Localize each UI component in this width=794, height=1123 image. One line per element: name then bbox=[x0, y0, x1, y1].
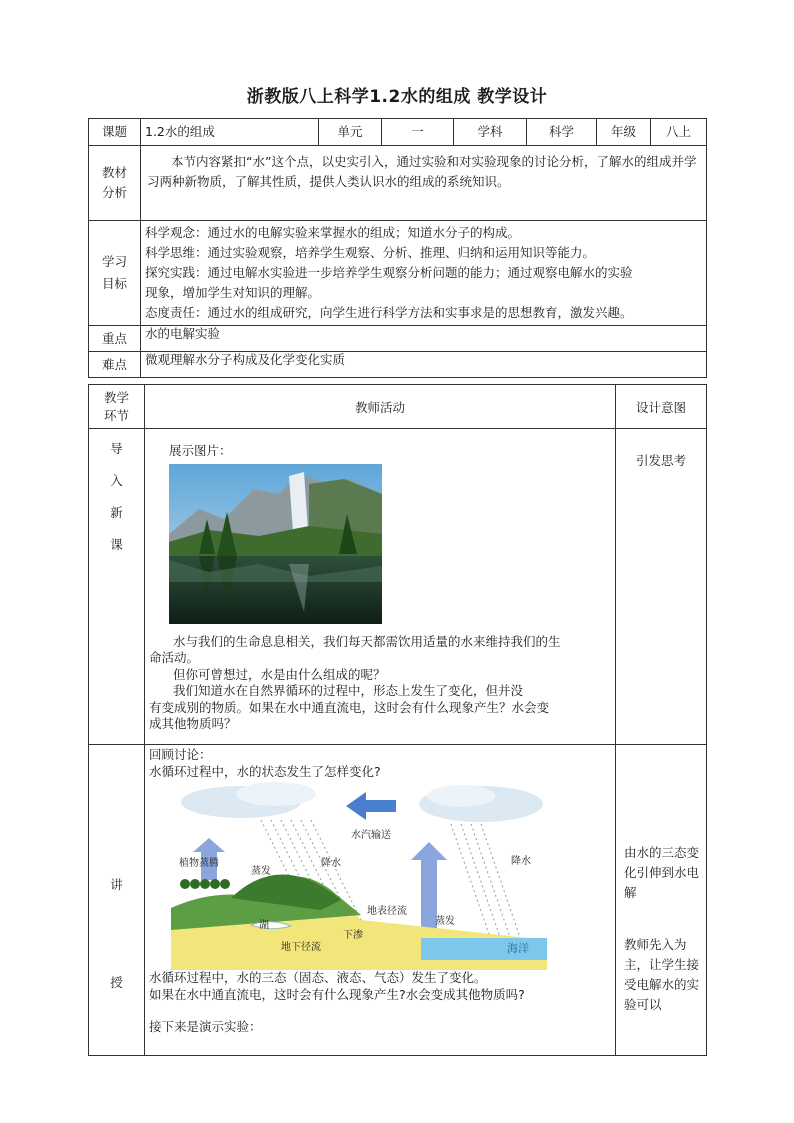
goal-line: 科学观念：通过水的电解实验来掌握水的组成；知道水分子的构成。 bbox=[145, 225, 521, 240]
goals-label: 学习 目标 bbox=[89, 221, 141, 326]
label-rain-2: 降水 bbox=[511, 856, 531, 867]
ke-ti-label: 课题 bbox=[89, 119, 141, 146]
label-infiltration: 下渗 bbox=[343, 930, 363, 941]
review-label: 回顾讨论： bbox=[149, 747, 212, 762]
ke-ti-value: 1.2水的组成 bbox=[141, 119, 319, 146]
review-answer: 水循环过程中，水的三态（固态、液态、气态）发生了变化。 bbox=[149, 970, 487, 985]
analysis-label: 教材 分析 bbox=[89, 146, 141, 221]
goals-text bbox=[141, 221, 707, 326]
intro-para-3b: 有变成别的物质。如果在水中通直流电，这时会有什么现象产生？水会变 bbox=[149, 699, 550, 715]
difficult-point-text: 微观理解水分子构成及化学变化实质 bbox=[141, 352, 707, 378]
label-rain-1: 降水 bbox=[321, 858, 341, 869]
lecture-intent-2: 教师先入为主，让学生接受电解水的实验可以 bbox=[624, 937, 700, 1012]
next-demo: 接下来是演示实验： bbox=[149, 1019, 262, 1034]
intro-stage: 导 入 新 课 bbox=[89, 429, 145, 745]
nian-ji-label: 年级 bbox=[597, 119, 651, 146]
intro-para-3: 我们知道水在自然界循环的过程中，形态上发生了变化，但并没 bbox=[173, 683, 524, 698]
label-surface-runoff: 地表径流 bbox=[367, 906, 407, 917]
show-label: 展示图片： bbox=[169, 443, 232, 458]
intro-activity bbox=[145, 429, 616, 745]
intent-header: 设计意图 bbox=[616, 385, 707, 429]
review-question-2: 如果在水中通直流电，这时会有什么现象产生?水会变成其他物质吗? bbox=[149, 986, 525, 1002]
landscape-photo bbox=[169, 464, 382, 624]
key-point-label: 重点 bbox=[89, 326, 141, 352]
intro-para-2: 但你可曾想过，水是由什么组成的呢？ bbox=[173, 666, 386, 682]
intro-intent: 引发思考 bbox=[616, 429, 707, 745]
stage-header: 教学 环节 bbox=[89, 385, 145, 429]
xue-ke-value: 科学 bbox=[527, 119, 597, 146]
label-vapor-transport: 水汽输送 bbox=[351, 830, 391, 841]
label-groundwater: 地下径流 bbox=[281, 942, 321, 953]
water-cycle-svg bbox=[171, 780, 547, 970]
lecture-intent-1: 由水的三态变化引伸到水电解 bbox=[624, 845, 700, 900]
review-question: 水循环过程中，水的状态发生了怎样变化? bbox=[149, 763, 381, 779]
intro-para-3c: 成其他物质吗？ bbox=[149, 716, 237, 731]
difficult-point-label: 难点 bbox=[89, 352, 141, 378]
lecture-intent bbox=[616, 745, 707, 1056]
analysis-text: 本节内容紧扣“水”这个点，以史实引入，通过实验和对实验现象的讨论分析，了解水的组成并学习两种新物质，了解其性质，提供人类认识水的组成的系统知识。 bbox=[141, 146, 707, 221]
xue-ke-label: 学科 bbox=[454, 119, 527, 146]
goal-line: 现象，增加学生对知识的理解。 bbox=[145, 285, 321, 300]
nian-ji-value: 八上 bbox=[651, 119, 707, 146]
activity-header: 教师活动 bbox=[145, 385, 616, 429]
process-table bbox=[88, 384, 707, 1056]
water-cycle-diagram bbox=[171, 780, 547, 970]
label-evaporation-2: 蒸发 bbox=[435, 916, 455, 927]
label-lake: 湖 bbox=[259, 920, 269, 931]
goal-line: 科学思维：通过实验观察，培养学生观察、分析、推理、归纳和运用知识等能力。 bbox=[145, 245, 596, 260]
dan-yuan-value: 一 bbox=[382, 119, 454, 146]
intro-para-1: 水与我们的生命息息相关，我们每天都需饮用适量的水来维持我们的生 bbox=[173, 633, 561, 649]
landscape-image bbox=[169, 464, 382, 624]
intro-para-1b: 命活动。 bbox=[149, 650, 200, 665]
info-table bbox=[88, 118, 707, 378]
key-point-text: 水的电解实验 bbox=[141, 326, 707, 352]
label-ocean: 海洋 bbox=[507, 942, 529, 955]
dan-yuan-label: 单元 bbox=[319, 119, 382, 146]
goal-line: 探究实践：通过电解水实验进一步培养学生观察分析问题的能力；通过观察电解水的实验 bbox=[145, 265, 633, 280]
goal-line: 态度责任：通过水的组成研究，向学生进行科学方法和实事求是的思想教育，激发兴趣。 bbox=[145, 305, 633, 320]
lecture-stage: 讲 授 bbox=[89, 745, 145, 1056]
label-transpiration: 植物蒸腾 bbox=[179, 858, 219, 869]
lecture-activity bbox=[145, 745, 616, 1056]
page-title: 浙教版八上科学1.2水的组成 教学设计 bbox=[246, 87, 548, 107]
label-evaporation-1: 蒸发 bbox=[251, 866, 271, 877]
